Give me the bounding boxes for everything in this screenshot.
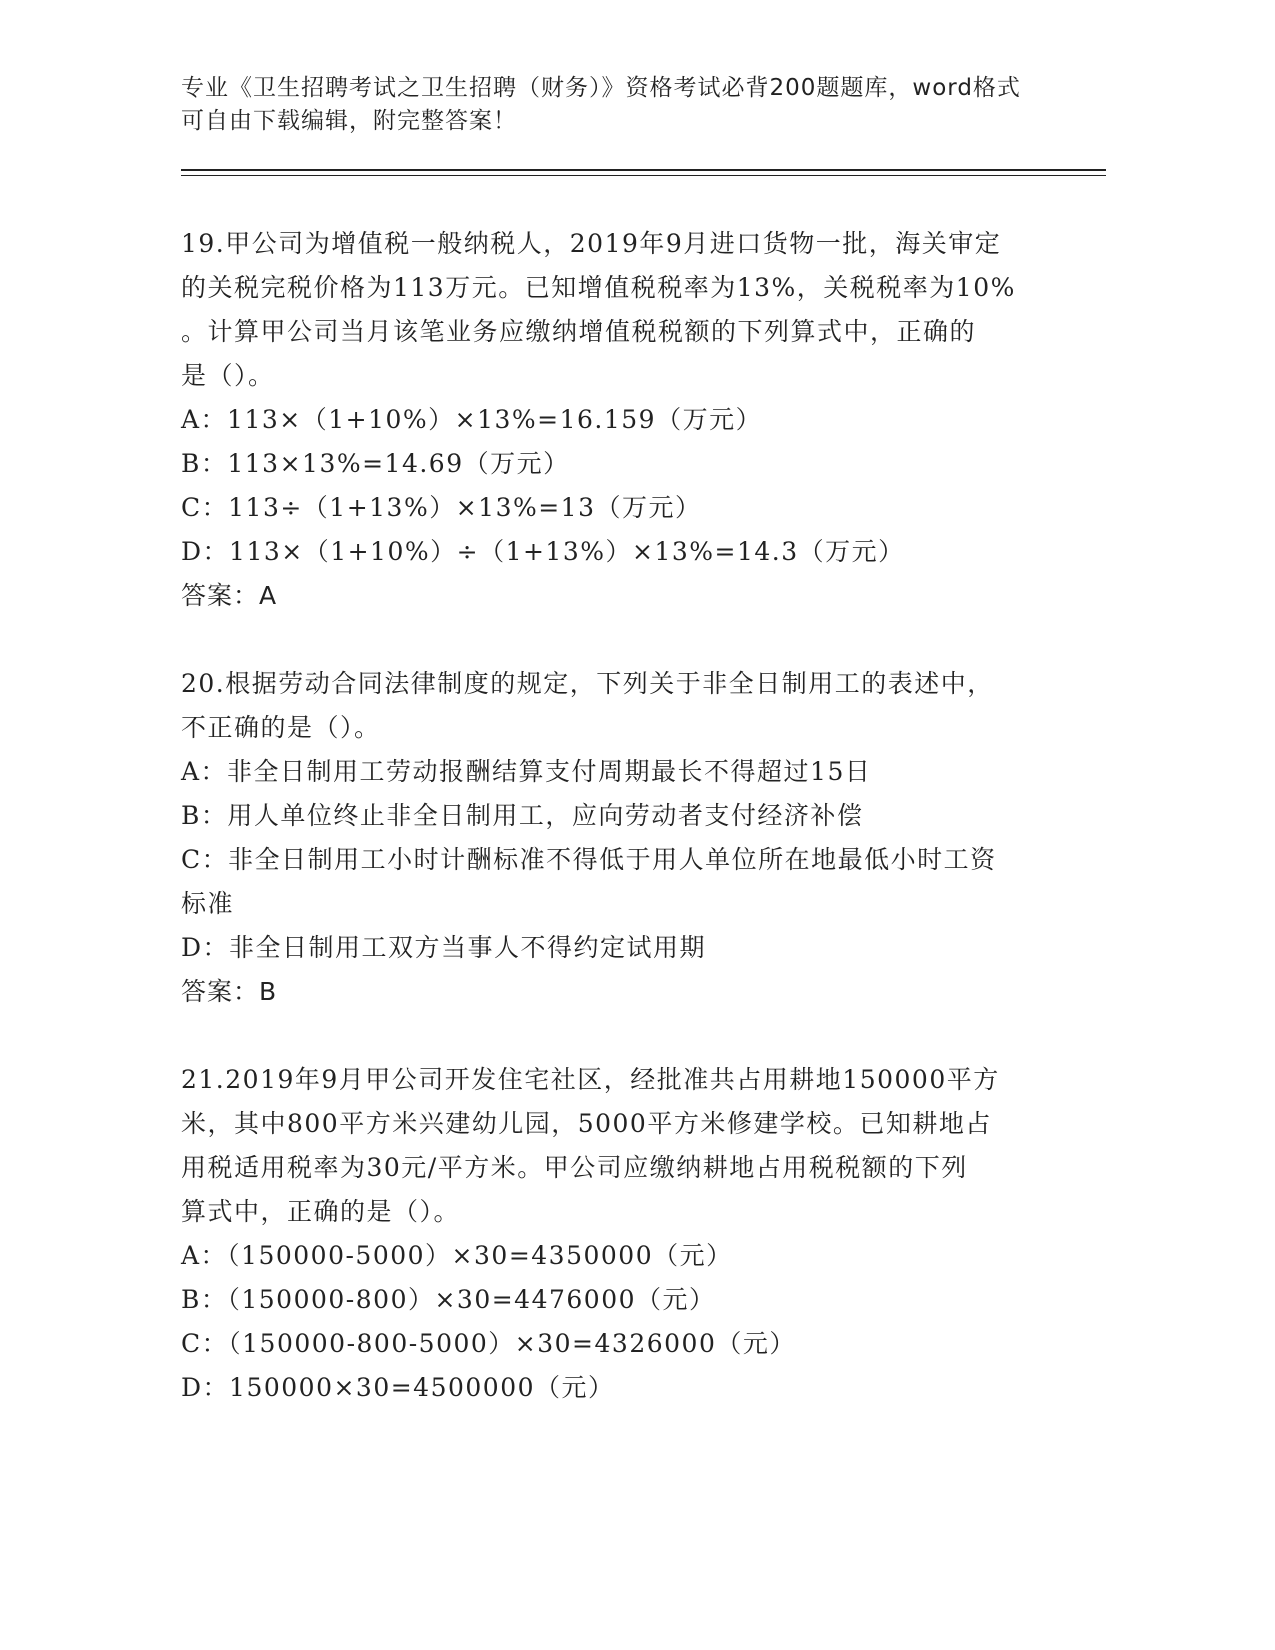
document-header [181,72,1081,138]
question-stem-line: 算式中，正确的是（）。 [181,1197,461,1226]
header-line-1: 专业《卫生招聘考试之卫生招聘（财务）》资格考试必背200题题库，word格式 [181,75,1021,101]
correct-answer: 答案：B [181,977,278,1006]
question-block [181,1058,1061,1410]
correct-answer: 答案：A [181,581,278,610]
answer-option-line: D：非全日制用工双方当事人不得约定试用期 [181,933,707,962]
question-stem-line: 21.2019年9月甲公司开发住宅社区，经批准共占用耕地150000平方 [181,1065,1000,1094]
question-stem-line: 用税适用税率为30元/平方米。甲公司应缴纳耕地占用税税额的下列 [181,1153,968,1182]
question-stem-line: 米，其中800平方米兴建幼儿园，5000平方米修建学校。已知耕地占 [181,1109,992,1138]
answer-option-line: B：113×13%=14.69（万元） [181,449,570,478]
question-block [181,222,1061,618]
question-stem-line: 是（）。 [181,361,275,390]
answer-option-line: A：113×（1+10%）×13%=16.159（万元） [181,405,763,434]
answer-option-line: A：（150000-5000）×30=4350000（元） [181,1241,733,1270]
question-stem-line: 的关税完税价格为113万元。已知增值税税率为13%，关税税率为10% [181,273,1016,302]
header-divider-thin [181,175,1106,176]
answer-option-line: 标准 [181,889,235,918]
answer-option-line: A：非全日制用工劳动报酬结算支付周期最长不得超过15日 [181,757,872,786]
header-divider-thick [181,169,1106,171]
answer-option-line: B：（150000-800）×30=4476000（元） [181,1285,716,1314]
answer-option-line: C：非全日制用工小时计酬标准不得低于用人单位所在地最低小时工资 [181,845,997,874]
question-stem-line: 。计算甲公司当月该笔业务应缴纳增值税税额的下列算式中，正确的 [181,317,977,346]
question-stem-line: 19.甲公司为增值税一般纳税人，2019年9月进口货物一批，海关审定 [181,229,1002,258]
answer-option-line: B：用人单位终止非全日制用工，应向劳动者支付经济补偿 [181,801,864,830]
header-line-2: 可自由下载编辑，附完整答案！ [181,108,517,134]
question-block [181,662,1061,1014]
question-stem-line: 20.根据劳动合同法律制度的规定，下列关于非全日制用工的表述中， [181,669,994,698]
answer-option-line: C：（150000-800-5000）×30=4326000（元） [181,1329,796,1358]
answer-option-line: C：113÷（1+13%）×13%=13（万元） [181,493,702,522]
question-stem-line: 不正确的是（）。 [181,713,381,742]
answer-option-line: D：113×（1+10%）÷（1+13%）×13%=14.3（万元） [181,537,905,566]
answer-option-line: D：150000×30=4500000（元） [181,1373,615,1402]
question-list [181,222,1061,1454]
